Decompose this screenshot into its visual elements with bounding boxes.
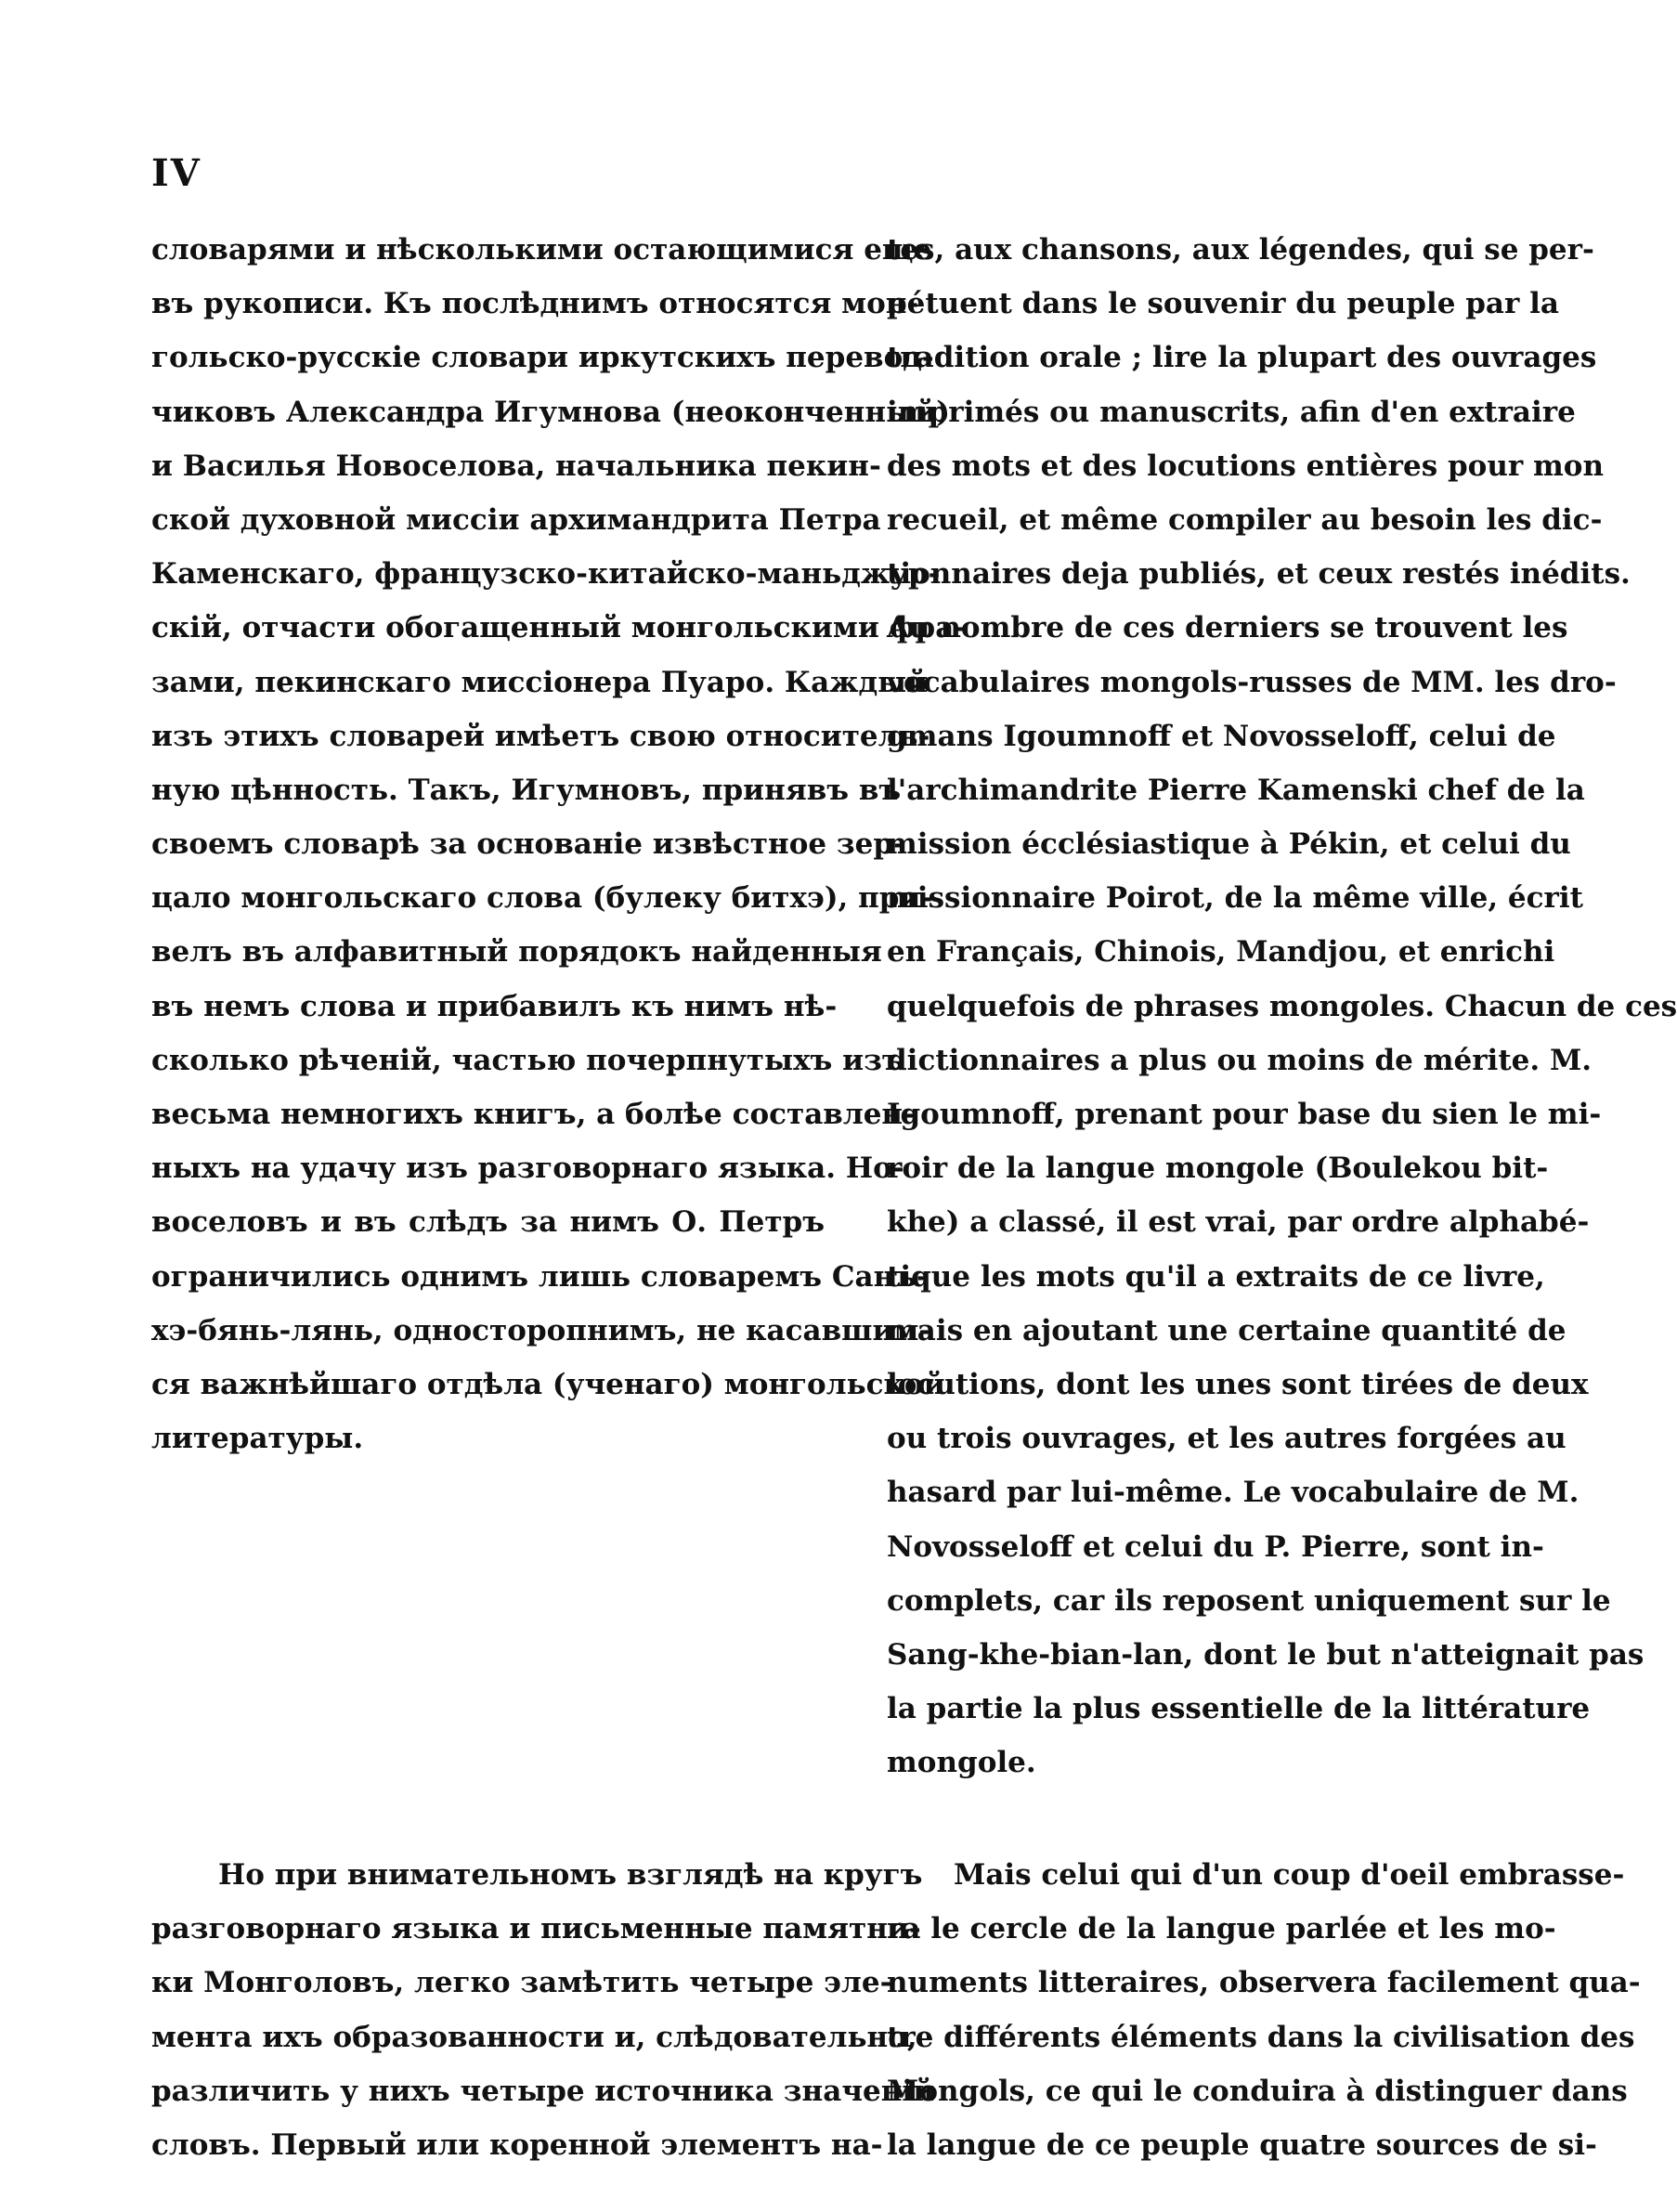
text-line: la partie la plus essentielle de la littérature [887, 1692, 1591, 1726]
russian-column-top [151, 223, 967, 1465]
text-line: ou trois ouvrages, et les autres forgées au [887, 1422, 1566, 1456]
text-line: mongole. [887, 1746, 1036, 1780]
text-line: скій, отчасти обогащенный монгольскими фра- [151, 611, 967, 645]
text-line: различить у нихъ четыре источника значеній [151, 2074, 935, 2108]
text-line: Igoumnoff, prenant pour base du sien le mi- [887, 1098, 1602, 1131]
text-line: Sang-khe-bian-lan, dont le but n'atteignait pas [887, 1637, 1644, 1672]
text-line: tes, aux chansons, aux légendes, qui se per- [887, 233, 1594, 267]
text-line: mais en ajoutant une certaine quantité de [887, 1313, 1566, 1347]
text-line: ки Монголовъ, легко замѣтить четыре эле- [151, 1966, 892, 2000]
text-line: въ рукописи. Къ послѣднимъ относятся мон- [151, 287, 919, 321]
text-line: locutions, dont les unes sont tirées de deux [887, 1367, 1589, 1401]
text-line: gmans Igoumnoff et Novosseloff, celui de [887, 719, 1556, 753]
text-line: ской духовной миссіи архимандрита Петра [151, 502, 881, 537]
text-line: tre différents éléments dans la civilisation des [887, 2020, 1635, 2054]
text-line: recueil, et même compiler au besoin les dic- [887, 502, 1603, 537]
text-line: ныхъ на удачу изъ разговорнаго языка. Но- [151, 1152, 904, 1186]
text-line: imprimés ou manuscrits, afin d'en extraire [887, 395, 1576, 429]
text-line: ra le cercle de la langue parlée et les mo- [887, 1912, 1556, 1946]
text-line: словъ. Первый или коренной элементъ на- [151, 2127, 883, 2162]
text-line: словарями и нѣсколькими остающимися еще [151, 233, 932, 267]
text-line: мента ихъ образованности и, слѣдовательно, [151, 2020, 917, 2054]
text-line: сколько рѣченій, частью почерпнутыхъ изъ [151, 1043, 904, 1077]
text-line: dictionnaires a plus ou moins de mérite. M. [887, 1043, 1592, 1077]
text-line: хэ-бянь-лянь, односторопнимъ, не касавшим- [151, 1313, 931, 1347]
text-line: въ немъ слова и прибавилъ къ нимъ нѣ- [151, 989, 838, 1023]
page-number: IV [151, 151, 202, 195]
text-line: numents litteraires, observera facilement qua- [887, 1966, 1641, 2000]
text-line: ся важнѣйшаго отдѣла (ученаго) монгольской [151, 1367, 945, 1401]
text-line: quelquefois de phrases mongoles. Chacun de ces [887, 989, 1677, 1023]
text-line: la langue de ce peuple quatre sources de si- [887, 2127, 1597, 2162]
text-line: ную цѣнность. Такъ, Игумновъ, принявъ въ [151, 773, 902, 807]
text-line: чиковъ Александра Игумнова (неоконченный) [151, 395, 950, 429]
text-line: l'archimandrite Pierre Kamenski chef de la [887, 773, 1585, 807]
french-column-top [887, 223, 1677, 1789]
text-line: complets, car ils reposent uniquement sur le [887, 1583, 1611, 1618]
text-line: ограничились однимъ лишь словаремъ Санъ- [151, 1259, 929, 1294]
text-line: зами, пекинскаго миссіонера Пуаро. Каждый [151, 665, 929, 699]
text-line: цало монгольскаго слова (булеку битхэ), при- [151, 881, 933, 916]
text-line: vocabulaires mongols-russes de MM. les dro- [887, 665, 1617, 699]
text-line: pétuent dans le souvenir du peuple par la [887, 287, 1559, 321]
text-line: Mais celui qui d'un coup d'oeil embrasse- [954, 1858, 1625, 1892]
text-line: изъ этихъ словарей имѣетъ свою относитель- [151, 719, 930, 753]
text-line: tionnaires deja publiés, et ceux restés inédits. [887, 557, 1631, 592]
text-line: Mongols, ce qui le conduira à distinguer dans [887, 2074, 1628, 2108]
text-line: roir de la langue mongole (Boulekou bit- [887, 1152, 1549, 1186]
text-line: разговорнаго языка и письменные памятни- [151, 1912, 921, 1946]
text-line: Каменскаго, французско-китайско-маньджур- [151, 557, 941, 592]
russian-column-bottom [151, 1848, 935, 2172]
text-line: des mots et des locutions entières pour mon [887, 449, 1605, 483]
text-line: mission écclésiastique à Pékin, et celui du [887, 827, 1571, 862]
text-line: Au nombre de ces derniers se trouvent les [887, 611, 1568, 645]
text-line: Novosseloff et celui du P. Pierre, sont in- [887, 1529, 1544, 1564]
text-line: Но при внимательномъ взглядѣ на кругъ [218, 1858, 923, 1892]
text-line: своемъ словарѣ за основаніе извѣстное зер- [151, 827, 905, 862]
french-column-bottom [887, 1848, 1641, 2172]
text-line: гольско-русскіе словари иркутскихъ перевод- [151, 341, 934, 375]
text-line: воселовъ и въ слѣдъ за нимъ О. Петръ [151, 1205, 825, 1240]
text-line: hasard par lui-même. Le vocabulaire de M. [887, 1476, 1580, 1510]
text-line: и Василья Новоселова, начальника пекин- [151, 449, 881, 483]
text-line: весьма немногихъ книгъ, а болѣе составлен- [151, 1098, 915, 1131]
text-line: khe) a classé, il est vrai, par ordre alphabé- [887, 1205, 1590, 1240]
text-line: tique les mots qu'il a extraits de ce livre, [887, 1259, 1545, 1294]
text-line: missionnaire Poirot, de la même ville, écrit [887, 881, 1583, 916]
text-line: tradition orale ; lire la plupart des ouvrages [887, 341, 1597, 375]
text-line: en Français, Chinois, Mandjou, et enrichi [887, 935, 1555, 969]
text-line: велъ въ алфавитный порядокъ найденныя [151, 935, 882, 969]
text-line: литературы. [151, 1422, 364, 1456]
